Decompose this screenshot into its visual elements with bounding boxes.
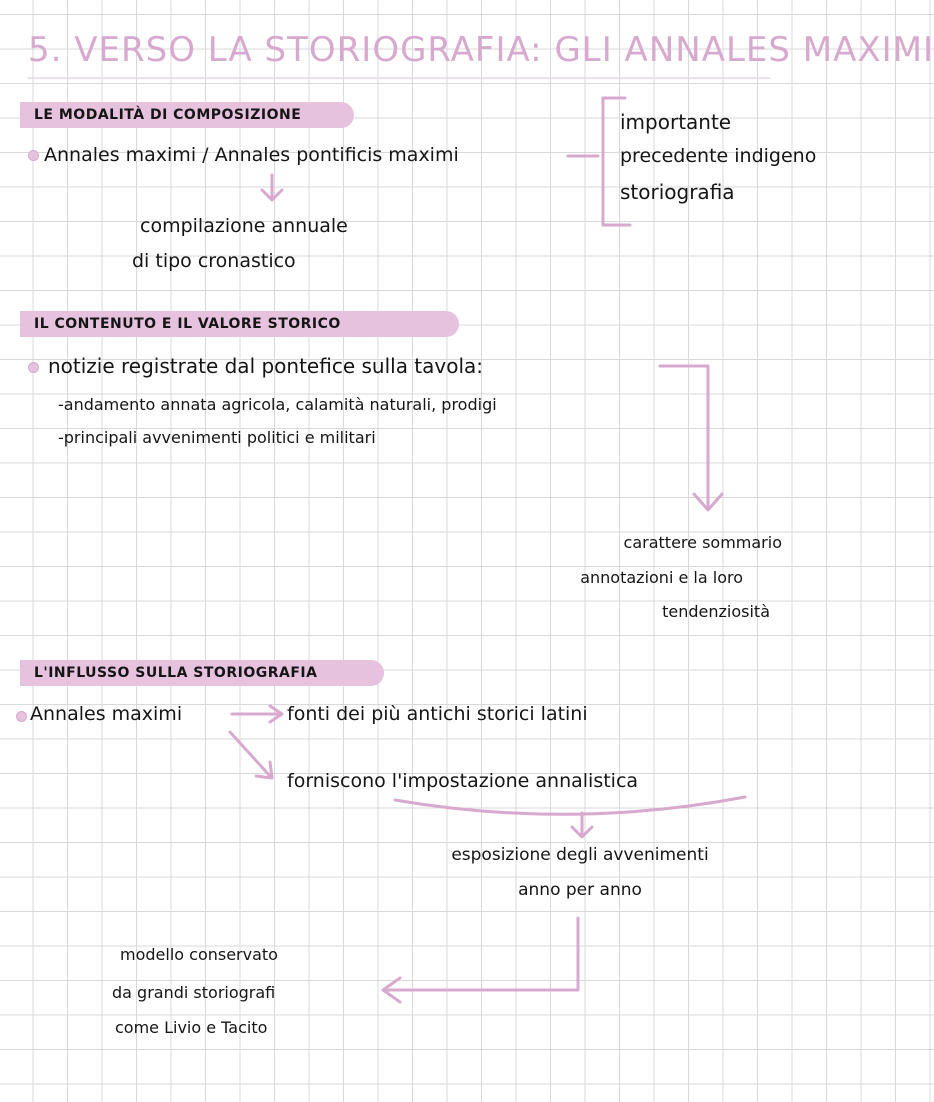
connector-to-summary [660, 366, 708, 508]
model-line-3: come Livio e Tacito [115, 1018, 268, 1037]
bracket-line-3: storiografia [620, 180, 735, 204]
summary-line-2: annotazioni e la loro [580, 568, 743, 587]
sources-text: fonti dei più antichi storici latini [287, 703, 588, 725]
connector-to-model [385, 918, 578, 990]
summary-line-3: tendenziosità [662, 602, 770, 621]
annales-names-text: Annales maximi / Annales pontificis maximi [44, 144, 459, 166]
annalistic-text: forniscono l'impostazione annalistica [287, 770, 639, 792]
content-item-2: -principali avvenimenti politici e militari [58, 428, 376, 447]
annales-maximi-text: Annales maximi [30, 703, 183, 725]
bracket-line-2: precedente indigeno [620, 145, 817, 167]
exposition-line-1: esposizione degli avvenimenti [451, 845, 709, 865]
bracket [603, 98, 630, 225]
notizie-text: notizie registrate dal pontefice sulla tavola: [48, 354, 484, 378]
model-line-1: modello conservato [120, 945, 278, 964]
compilation-line-2: di tipo cronastico [132, 250, 296, 272]
compilation-line-1: compilazione annuale [140, 215, 348, 237]
section-heading-content-label: IL CONTENUTO E IL VALORE STORICO [34, 316, 341, 332]
page-title: 5. VERSO LA STORIOGRAFIA: GLI ANNALES MAXIMI [28, 30, 934, 70]
section-heading-composition-label: LE MODALITÀ DI COMPOSIZIONE [34, 107, 302, 123]
summary-line-1: carattere sommario [623, 533, 782, 552]
arrow-to-annalistic [230, 732, 270, 776]
model-line-2: da grandi storiografi [112, 983, 276, 1002]
content-item-1: -andamento annata agricola, calamità naturali, prodigi [58, 395, 497, 414]
exposition-line-2: anno per anno [518, 880, 642, 900]
bracket-line-1: importante [620, 110, 732, 134]
underline-curve [395, 797, 745, 814]
section-heading-influence-label: L'INFLUSSO SULLA STORIOGRAFIA [34, 665, 318, 681]
